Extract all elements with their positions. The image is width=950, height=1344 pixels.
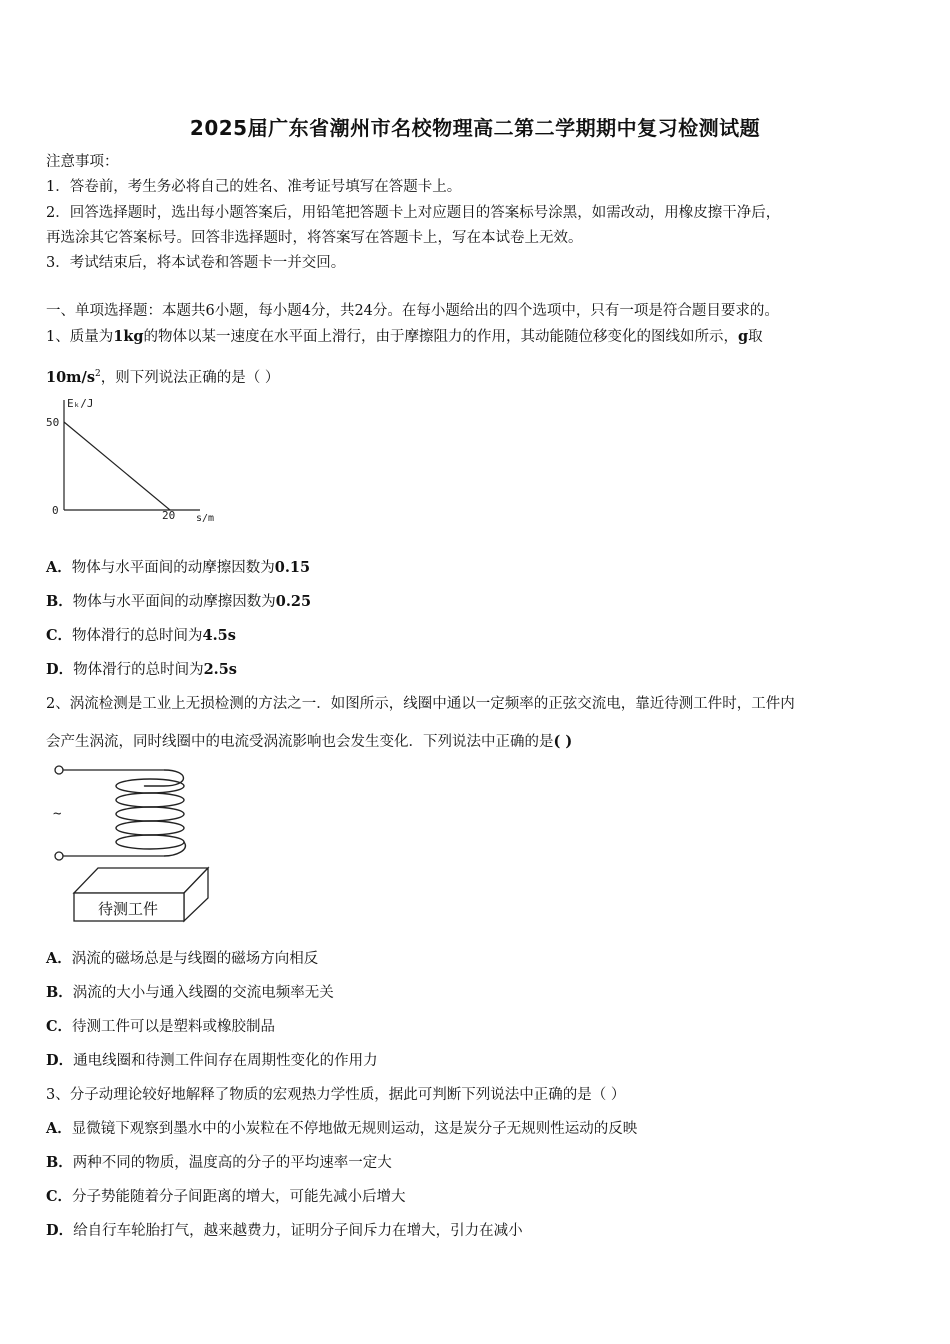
q1-g-exp: 2 xyxy=(94,369,101,379)
option-text: 涡流的大小与通入线圈的交流电频率无关 xyxy=(72,985,334,1001)
q2-option-c[interactable] xyxy=(46,1017,275,1037)
q2-paren: ( ) xyxy=(553,733,573,750)
eddy-current-figure xyxy=(46,758,216,928)
q1-option-c[interactable] xyxy=(46,626,236,646)
option-value: 0.15 xyxy=(274,559,311,576)
option-letter: C． xyxy=(46,1018,73,1035)
option-letter: A． xyxy=(46,950,72,967)
ek-s-graph xyxy=(40,390,230,530)
q1-text-a: 1、质量为 xyxy=(46,329,114,345)
question-1-stem-2 xyxy=(46,364,279,388)
notice-item: 1．答卷前，考生务必将自己的姓名、准考证号填写在答题卡上。 xyxy=(46,179,462,195)
option-letter: C． xyxy=(46,1188,73,1205)
y-axis-label: Eₖ/J xyxy=(67,397,94,410)
q1-g: g xyxy=(738,328,749,345)
option-text: 物体与水平面间的动摩擦因数为 xyxy=(72,594,276,610)
q3-option-a[interactable] xyxy=(46,1119,637,1139)
q1-option-b[interactable] xyxy=(46,592,311,612)
ac-source-icon: ~ xyxy=(53,806,62,822)
question-2-stem-2 xyxy=(46,732,572,752)
option-letter: A． xyxy=(46,1120,72,1137)
coil-icon xyxy=(116,770,185,856)
notice-item: 3．考试结束后，将本试卷和答题卡一并交回。 xyxy=(46,255,346,271)
origin-label: 0 xyxy=(52,504,59,517)
q3-option-d[interactable] xyxy=(46,1221,523,1241)
q2-option-a[interactable] xyxy=(46,949,318,969)
q3-option-c[interactable] xyxy=(46,1187,406,1207)
option-letter: D． xyxy=(46,661,74,678)
option-value: 2.5s xyxy=(203,661,237,678)
option-letter: D． xyxy=(46,1222,74,1239)
option-text: 物体与水平面间的动摩擦因数为 xyxy=(71,560,275,576)
question-2-stem: 2、涡流检测是工业上无损检测的方法之一．如图所示，线圈中通以一定频率的正弦交流电，靠近待测工件时，工件内 xyxy=(46,696,795,712)
section-heading: 一、单项选择题：本题共6小题，每小题4分，共24分。在每小题给出的四个选项中，只有一项是符合题目要求的。 xyxy=(46,303,779,319)
x-tick-label: 20 xyxy=(162,509,176,522)
option-text: 两种不同的物质，温度高的分子的平均速率一定大 xyxy=(72,1155,392,1171)
option-letter: B． xyxy=(46,593,73,610)
option-text: 通电线圈和待测工件间存在周期性变化的作用力 xyxy=(73,1053,378,1069)
q2-text: 会产生涡流，同时线圈中的电流受涡流影响也会发生变化．下列说法中正确的是 xyxy=(46,734,554,750)
notice-item: 再选涂其它答案标号。回答非选择题时，将答案写在答题卡上，写在本试卷上无效。 xyxy=(46,230,583,246)
terminal-top-icon xyxy=(55,766,63,774)
q1-g-value: 10m/s xyxy=(46,368,95,386)
q1-take: 取 xyxy=(748,329,763,345)
q1-option-a[interactable] xyxy=(46,558,310,578)
option-text: 待测工件可以是塑料或橡胶制品 xyxy=(72,1019,276,1035)
notice-item: 2．回答选择题时，选出每小题答案后，用铅笔把答题卡上对应题目的答案标号涂黑，如需改动，用橡皮擦干净后， xyxy=(46,205,781,221)
option-letter: D． xyxy=(46,1052,74,1069)
q2-option-b[interactable] xyxy=(46,983,334,1003)
notice-heading: 注意事项： xyxy=(46,154,119,170)
x-axis-label: s/m xyxy=(196,513,215,524)
workpiece-label: 待测工件 xyxy=(98,900,159,918)
option-text: 物体滑行的总时间为 xyxy=(73,662,204,678)
q1-text-c: ，则下列说法正确的是（ ） xyxy=(100,369,280,386)
terminal-bottom-icon xyxy=(55,852,63,860)
option-value: 0.25 xyxy=(275,593,312,610)
option-text: 给自行车轮胎打气，越来越费力，证明分子间斥力在增大，引力在减小 xyxy=(73,1223,523,1239)
option-text: 分子势能随着分子间距离的增大，可能先减小后增大 xyxy=(72,1189,406,1205)
option-letter: C． xyxy=(46,627,73,644)
option-text: 物体滑行的总时间为 xyxy=(72,628,203,644)
q1-option-d[interactable] xyxy=(46,660,237,680)
option-text: 涡流的磁场总是与线圈的磁场方向相反 xyxy=(71,951,319,967)
option-value: 4.5s xyxy=(202,627,236,644)
option-letter: B． xyxy=(46,984,73,1001)
data-series-line xyxy=(64,422,170,510)
q2-option-d[interactable] xyxy=(46,1051,378,1071)
question-3-stem: 3、分子动理论较好地解释了物质的宏观热力学性质，据此可判断下列说法中正确的是（ ） xyxy=(46,1087,626,1103)
q1-text-b: 的物体以某一速度在水平面上滑行，由于摩擦阻力的作用，其动能随位移变化的图线如所示， xyxy=(143,329,739,345)
question-1-stem xyxy=(46,327,763,347)
option-text: 显微镜下观察到墨水中的小炭粒在不停地做无规则运动，这是炭分子无规则性运动的反映 xyxy=(71,1121,638,1137)
q1-mass: 1kg xyxy=(113,328,144,345)
y-tick-label: 50 xyxy=(46,416,60,429)
option-letter: B． xyxy=(46,1154,73,1171)
option-letter: A． xyxy=(46,559,72,576)
q3-option-b[interactable] xyxy=(46,1153,392,1173)
page-title: 2025届广东省潮州市名校物理高二第二学期期中复习检测试题 xyxy=(189,116,761,140)
